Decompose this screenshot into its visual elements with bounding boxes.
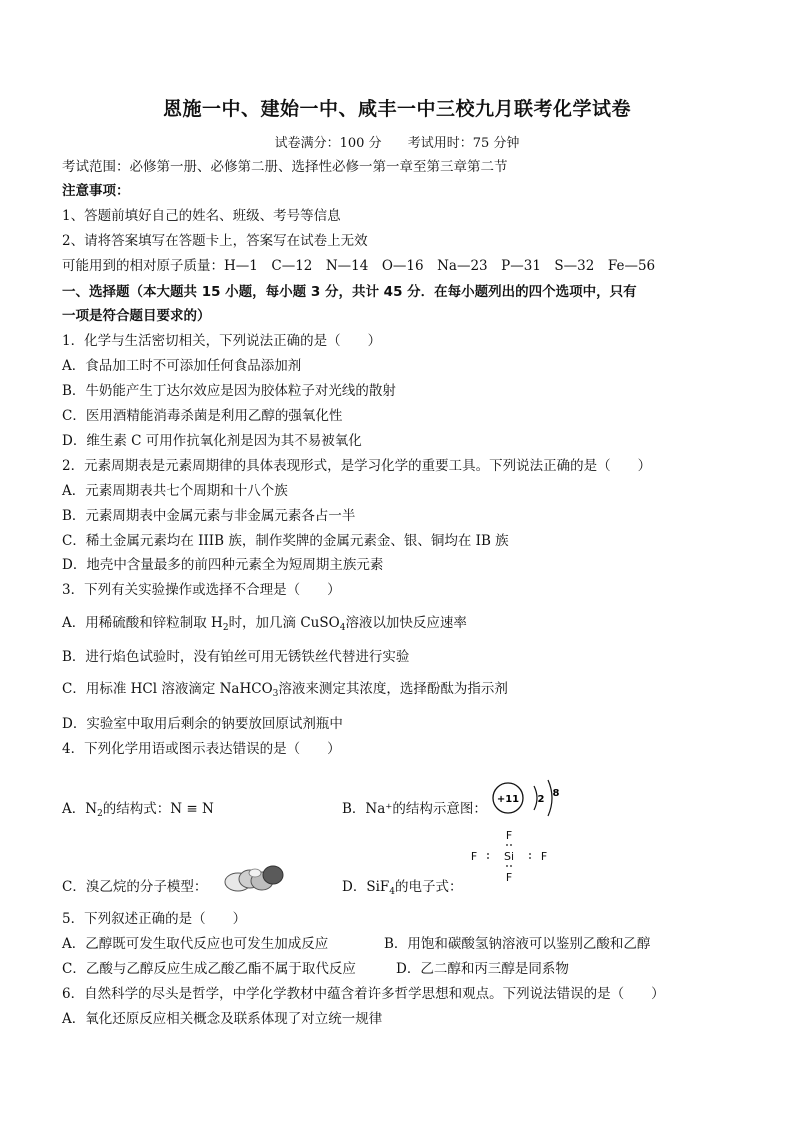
text: 溶液以加快反应速率 (345, 615, 467, 631)
question-3-option-b: B．进行焰色试验时，没有铂丝可用无锈铁丝代替进行实验 (62, 649, 410, 665)
exam-scope: 考试范围：必修第一册、必修第二册、选择性必修一第一章至第三章第二节 (62, 159, 508, 175)
question-1-option-c: C．医用酒精能消毒杀菌是利用乙醇的强氧化性 (62, 408, 343, 424)
fluorine-atom: F (540, 850, 548, 863)
notes-heading: 注意事项： (62, 183, 130, 199)
text: 的电子式： (395, 879, 463, 895)
question-1-option-b: B．牛奶能产生丁达尔效应是因为胶体粒子对光线的散射 (62, 383, 396, 399)
question-2-option-c: C．稀土金属元素均在 IIIB 族，制作奖牌的金属元素金、银、铜均在 IB 族 (62, 533, 509, 549)
text: 溶液来测定其浓度，选择酚酞为指示剂 (278, 681, 508, 697)
question-3-option-d: D．实验室中取用后剩余的钠要放回原试剂瓶中 (62, 716, 343, 732)
electron-shell-arc (548, 780, 552, 816)
section-heading: 一、选择题（本大题共 15 小题，每小题 3 分，共计 45 分．在每小题列出的四个选项中，只有 (62, 284, 637, 300)
atomic-masses: 可能用到的相对原子质量：H—1 C—12 N—14 O—16 Na—23 P—31 S—32 Fe—56 (62, 258, 656, 274)
question-3-option-a (62, 614, 467, 637)
question-2-option-a: A．元素周期表共七个周期和十八个族 (62, 483, 288, 499)
fluorine-atom: F (470, 850, 478, 863)
section-heading-cont: 一项是符合题目要求的） (62, 308, 211, 324)
subscript: 4 (389, 887, 395, 897)
exam-title: 恩施一中、建始一中、咸丰一中三校九月联考化学试卷 (162, 98, 631, 120)
shell-electron-count: 2 (537, 794, 545, 805)
atom-ball (249, 869, 261, 877)
text: C．用标准 HCl 溶液滴定 NaHCO (62, 681, 273, 697)
question-5-option-b: B．用饱和碳酸氢钠溶液可以鉴别乙酸和乙醇 (384, 936, 651, 952)
shell-electron-count: 8 (552, 788, 560, 799)
text: D．SiF (342, 879, 390, 895)
question-5-option-c: C．乙酸与乙醇反应生成乙酸乙酯不属于取代反应 (62, 961, 356, 977)
text: A．N (62, 801, 98, 817)
full-score: 试卷满分：100 分 (274, 136, 382, 151)
question-5-option-a: A．乙醇既可发生取代反应也可发生加成反应 (62, 936, 329, 952)
text: A．用稀硫酸和锌粒制取 H (62, 615, 223, 631)
sodium-ion-diagram (490, 778, 570, 818)
bromoethane-model-icon (222, 864, 284, 894)
exam-time: 考试用时：75 分钟 (407, 136, 520, 151)
question-1-option-d: D．维生素 C 可用作抗氧化剂是因为其不易被氧化 (62, 433, 362, 449)
text: 时，加几滴 CuSO (228, 615, 340, 631)
atom-ball (263, 866, 283, 884)
question-2-stem: 2．元素周期表是元素周期律的具体表现形式，是学习化学的重要工具。下列说法正确的是（ ） (62, 458, 652, 474)
fluorine-atom: F (505, 829, 513, 842)
subscript: 3 (272, 689, 279, 699)
exam-meta (0, 132, 794, 151)
question-5-stem: 5．下列叙述正确的是（ ） (62, 911, 247, 927)
question-4-option-b: B．Na⁺的结构示意图： (342, 801, 487, 817)
question-4-option-d (342, 878, 463, 901)
question-1-stem: 1．化学与生活密切相关，下列说法正确的是（ ） (62, 333, 382, 349)
question-2-option-b: B．元素周期表中金属元素与非金属元素各占一半 (62, 508, 356, 524)
question-6-option-a: A．氧化还原反应相关概念及联系体现了对立统一规律 (62, 1011, 383, 1027)
text: 的结构式：N ≡ N (102, 801, 214, 817)
nucleus-charge: +11 (496, 794, 520, 805)
question-4-option-c: C．溴乙烷的分子模型： (62, 879, 208, 895)
note-item: 2、请将答案填写在答题卡上，答案写在试卷上无效 (62, 233, 368, 249)
silicon-atom: Si (503, 850, 515, 863)
question-3-option-c (62, 680, 508, 703)
question-5-option-d: D．乙二醇和丙三醇是同系物 (396, 961, 569, 977)
sif4-electron-dot-diagram (466, 828, 556, 884)
question-1-option-a: A．食品加工时不可添加任何食品添加剂 (62, 358, 302, 374)
question-6-stem: 6．自然科学的尽头是哲学，中学化学教材中蕴含着许多哲学思想和观点。下列说法错误的是（ ） (62, 986, 665, 1002)
fluorine-atom: F (505, 871, 513, 884)
subscript: 2 (222, 623, 229, 633)
subscript: 4 (339, 623, 346, 633)
question-3-stem: 3．下列有关实验操作或选择不合理是（ ） (62, 582, 341, 598)
note-item: 1、答题前填好自己的姓名、班级、考号等信息 (62, 208, 341, 224)
question-2-option-d: D．地壳中含量最多的前四种元素全为短周期主族元素 (62, 557, 384, 573)
subscript: 2 (97, 809, 103, 819)
question-4-stem: 4．下列化学用语或图示表达错误的是（ ） (62, 741, 341, 757)
question-4-option-a (62, 800, 214, 823)
